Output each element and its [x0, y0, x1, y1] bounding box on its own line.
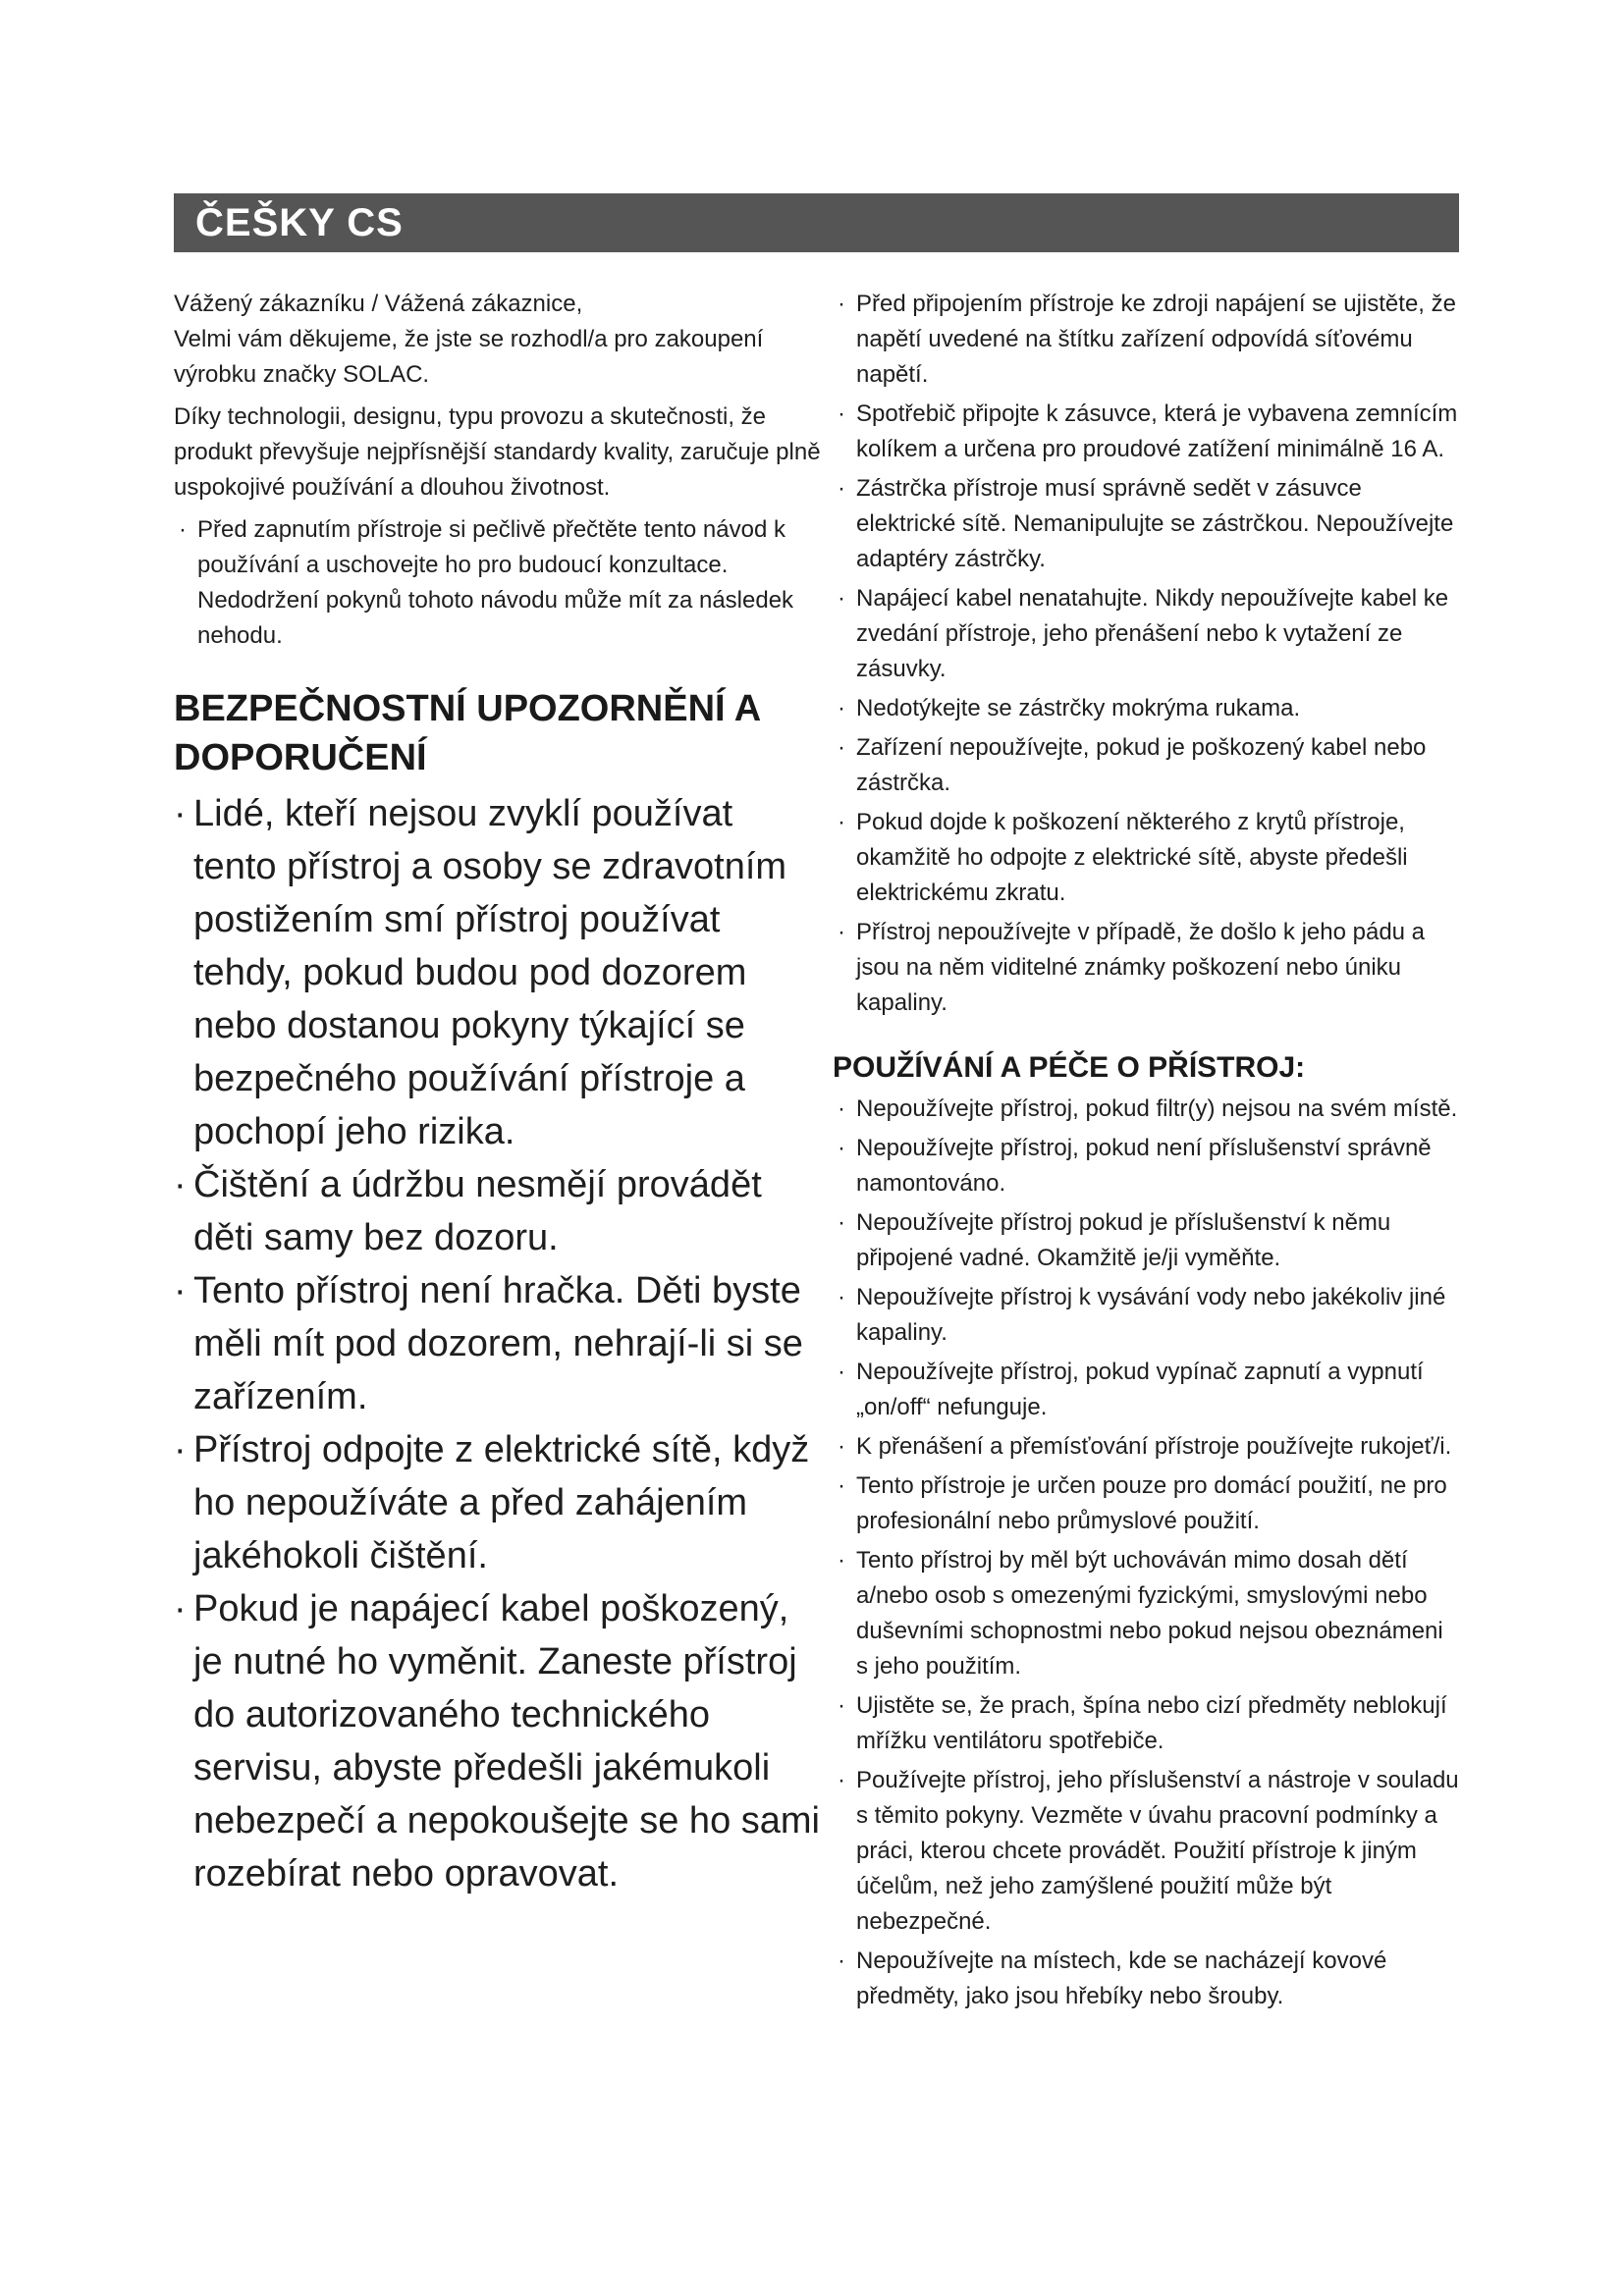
safety-item: · Přístroj nepoužívejte v případě, že došlo k jeho pádu a jsou na něm viditelné známky poškození nebo úniku kapaliny. — [833, 915, 1461, 1021]
safety-list-continued — [833, 287, 1461, 1021]
safety-list-large — [174, 787, 823, 1900]
safety-item: · Napájecí kabel nenatahujte. Nikdy nepoužívejte kabel ke zvedání přístroje, jeho přenášení nebo k vytažení ze zásuvky. — [833, 581, 1461, 687]
safety-item: · Přístroj odpojte z elektrické sítě, když ho nepoužíváte a před zahájením jakéhokoli čištění. — [174, 1423, 823, 1582]
right-column — [833, 287, 1461, 2018]
care-item: · Nepoužívejte přístroj pokud je příslušenství k němu připojené vadné. Okamžitě je/ji vyměňte. — [833, 1205, 1461, 1276]
care-item: · K přenášení a přemísťování přístroje používejte rukojeť/i. — [833, 1429, 1461, 1465]
greeting: Vážený zákazníku / Vážená zákaznice, — [174, 291, 583, 317]
safety-item: · Čištění a údržbu nesmějí provádět děti samy bez dozoru. — [174, 1158, 823, 1264]
left-column — [174, 287, 823, 1900]
safety-section-title: BEZPEČNOSTNÍ UPOZORNĚNÍ A DOPORUČENÍ — [174, 688, 760, 778]
language-header — [174, 193, 1459, 252]
safety-item: · Zástrčka přístroje musí správně sedět v zásuvce elektrické sítě. Nemanipulujte se zástrčkou. Nepoužívejte adaptéry zástrčky. — [833, 471, 1461, 577]
safety-item: · Pokud dojde k poškození některého z krytů přístroje, okamžitě ho odpojte z elektrické sítě, abyste předešli elektrickému zkratu. — [833, 805, 1461, 911]
care-item: · Nepoužívejte přístroj, pokud vypínač zapnutí a vypnutí „on/off“ nefunguje. — [833, 1355, 1461, 1425]
safety-item: · Spotřebič připojte k zásuvce, která je vybavena zemnícím kolíkem a určena pro proudové zatížení minimálně 16 A. — [833, 397, 1461, 467]
quality-paragraph: Díky technologii, designu, typu provozu a skutečnosti, že produkt převyšuje nejpřísnější standardy kvality, zaručuje plně uspokojivé používání a dlouhou životnost. — [174, 403, 821, 501]
care-section-title: POUŽÍVÁNÍ A PÉČE O PŘÍSTROJ: — [833, 1051, 1306, 1084]
care-item: · Tento přístroje je určen pouze pro domácí použití, ne pro profesionální nebo průmyslové použití. — [833, 1468, 1461, 1539]
safety-item: · Pokud je napájecí kabel poškozený, je nutné ho vyměnit. Zaneste přístroj do autorizovaného technického servisu, abyste předešli jakémukoli nebezpečí a nepokoušejte se ho sami rozebírat nebo opravovat. — [174, 1582, 823, 1900]
care-item: · Nepoužívejte přístroj k vysávání vody nebo jakékoliv jiné kapaliny. — [833, 1280, 1461, 1351]
care-item: · Nepoužívejte přístroj, pokud filtr(y) nejsou na svém místě. — [833, 1092, 1461, 1127]
care-item: · Používejte přístroj, jeho příslušenství a nástroje v souladu s těmito pokyny. Vezměte v úvahu pracovní podmínky a práci, kterou chcete provádět. Použití přístroje k jiným účelům, než jeho zamýšlené použití může být nebezpečné. — [833, 1763, 1461, 1940]
safety-item: · Nedotýkejte se zástrčky mokrýma rukama. — [833, 691, 1461, 726]
care-item: · Ujistěte se, že prach, špína nebo cizí předměty neblokují mřížku ventilátoru spotřebiče. — [833, 1688, 1461, 1759]
safety-item: · Tento přístroj není hračka. Děti byste měli mít pod dozorem, nehrají-li si se zařízením. — [174, 1264, 823, 1423]
safety-item: · Zařízení nepoužívejte, pokud je poškozený kabel nebo zástrčka. — [833, 730, 1461, 801]
care-item: · Nepoužívejte na místech, kde se nacházejí kovové předměty, jako jsou hřebíky nebo šrouby. — [833, 1944, 1461, 2014]
thanks-paragraph: Velmi vám děkujeme, že jste se rozhodl/a pro zakoupení výrobku značky SOLAC. — [174, 326, 764, 388]
care-item: · Nepoužívejte přístroj, pokud není příslušenství správně namontováno. — [833, 1131, 1461, 1201]
care-item: · Tento přístroj by měl být uchováván mimo dosah dětí a/nebo osob s omezenými fyzickými, smyslovými nebo duševními schopnostmi nebo pokud nejsou obeznámeni s jeho použitím. — [833, 1543, 1461, 1684]
read-manual-note: · Před zapnutím přístroje si pečlivě přečtěte tento návod k používání a uschovejte ho pro budoucí konzultace. Nedodržení pokynů tohoto návodu může mít za následek nehodu. — [174, 512, 823, 654]
language-title: ČEŠKY CS — [195, 201, 404, 244]
safety-item: · Lidé, kteří nejsou zvyklí používat tento přístroj a osoby se zdravotním postižením smí přístroj používat tehdy, pokud budou pod dozorem nebo dostanou pokyny týkající se bezpečného používání přístroje a pochopí jeho rizika. — [174, 787, 823, 1158]
care-list — [833, 1092, 1461, 2014]
safety-item: · Před připojením přístroje ke zdroji napájení se ujistěte, že napětí uvedené na štítku zařízení odpovídá síťovému napětí. — [833, 287, 1461, 393]
